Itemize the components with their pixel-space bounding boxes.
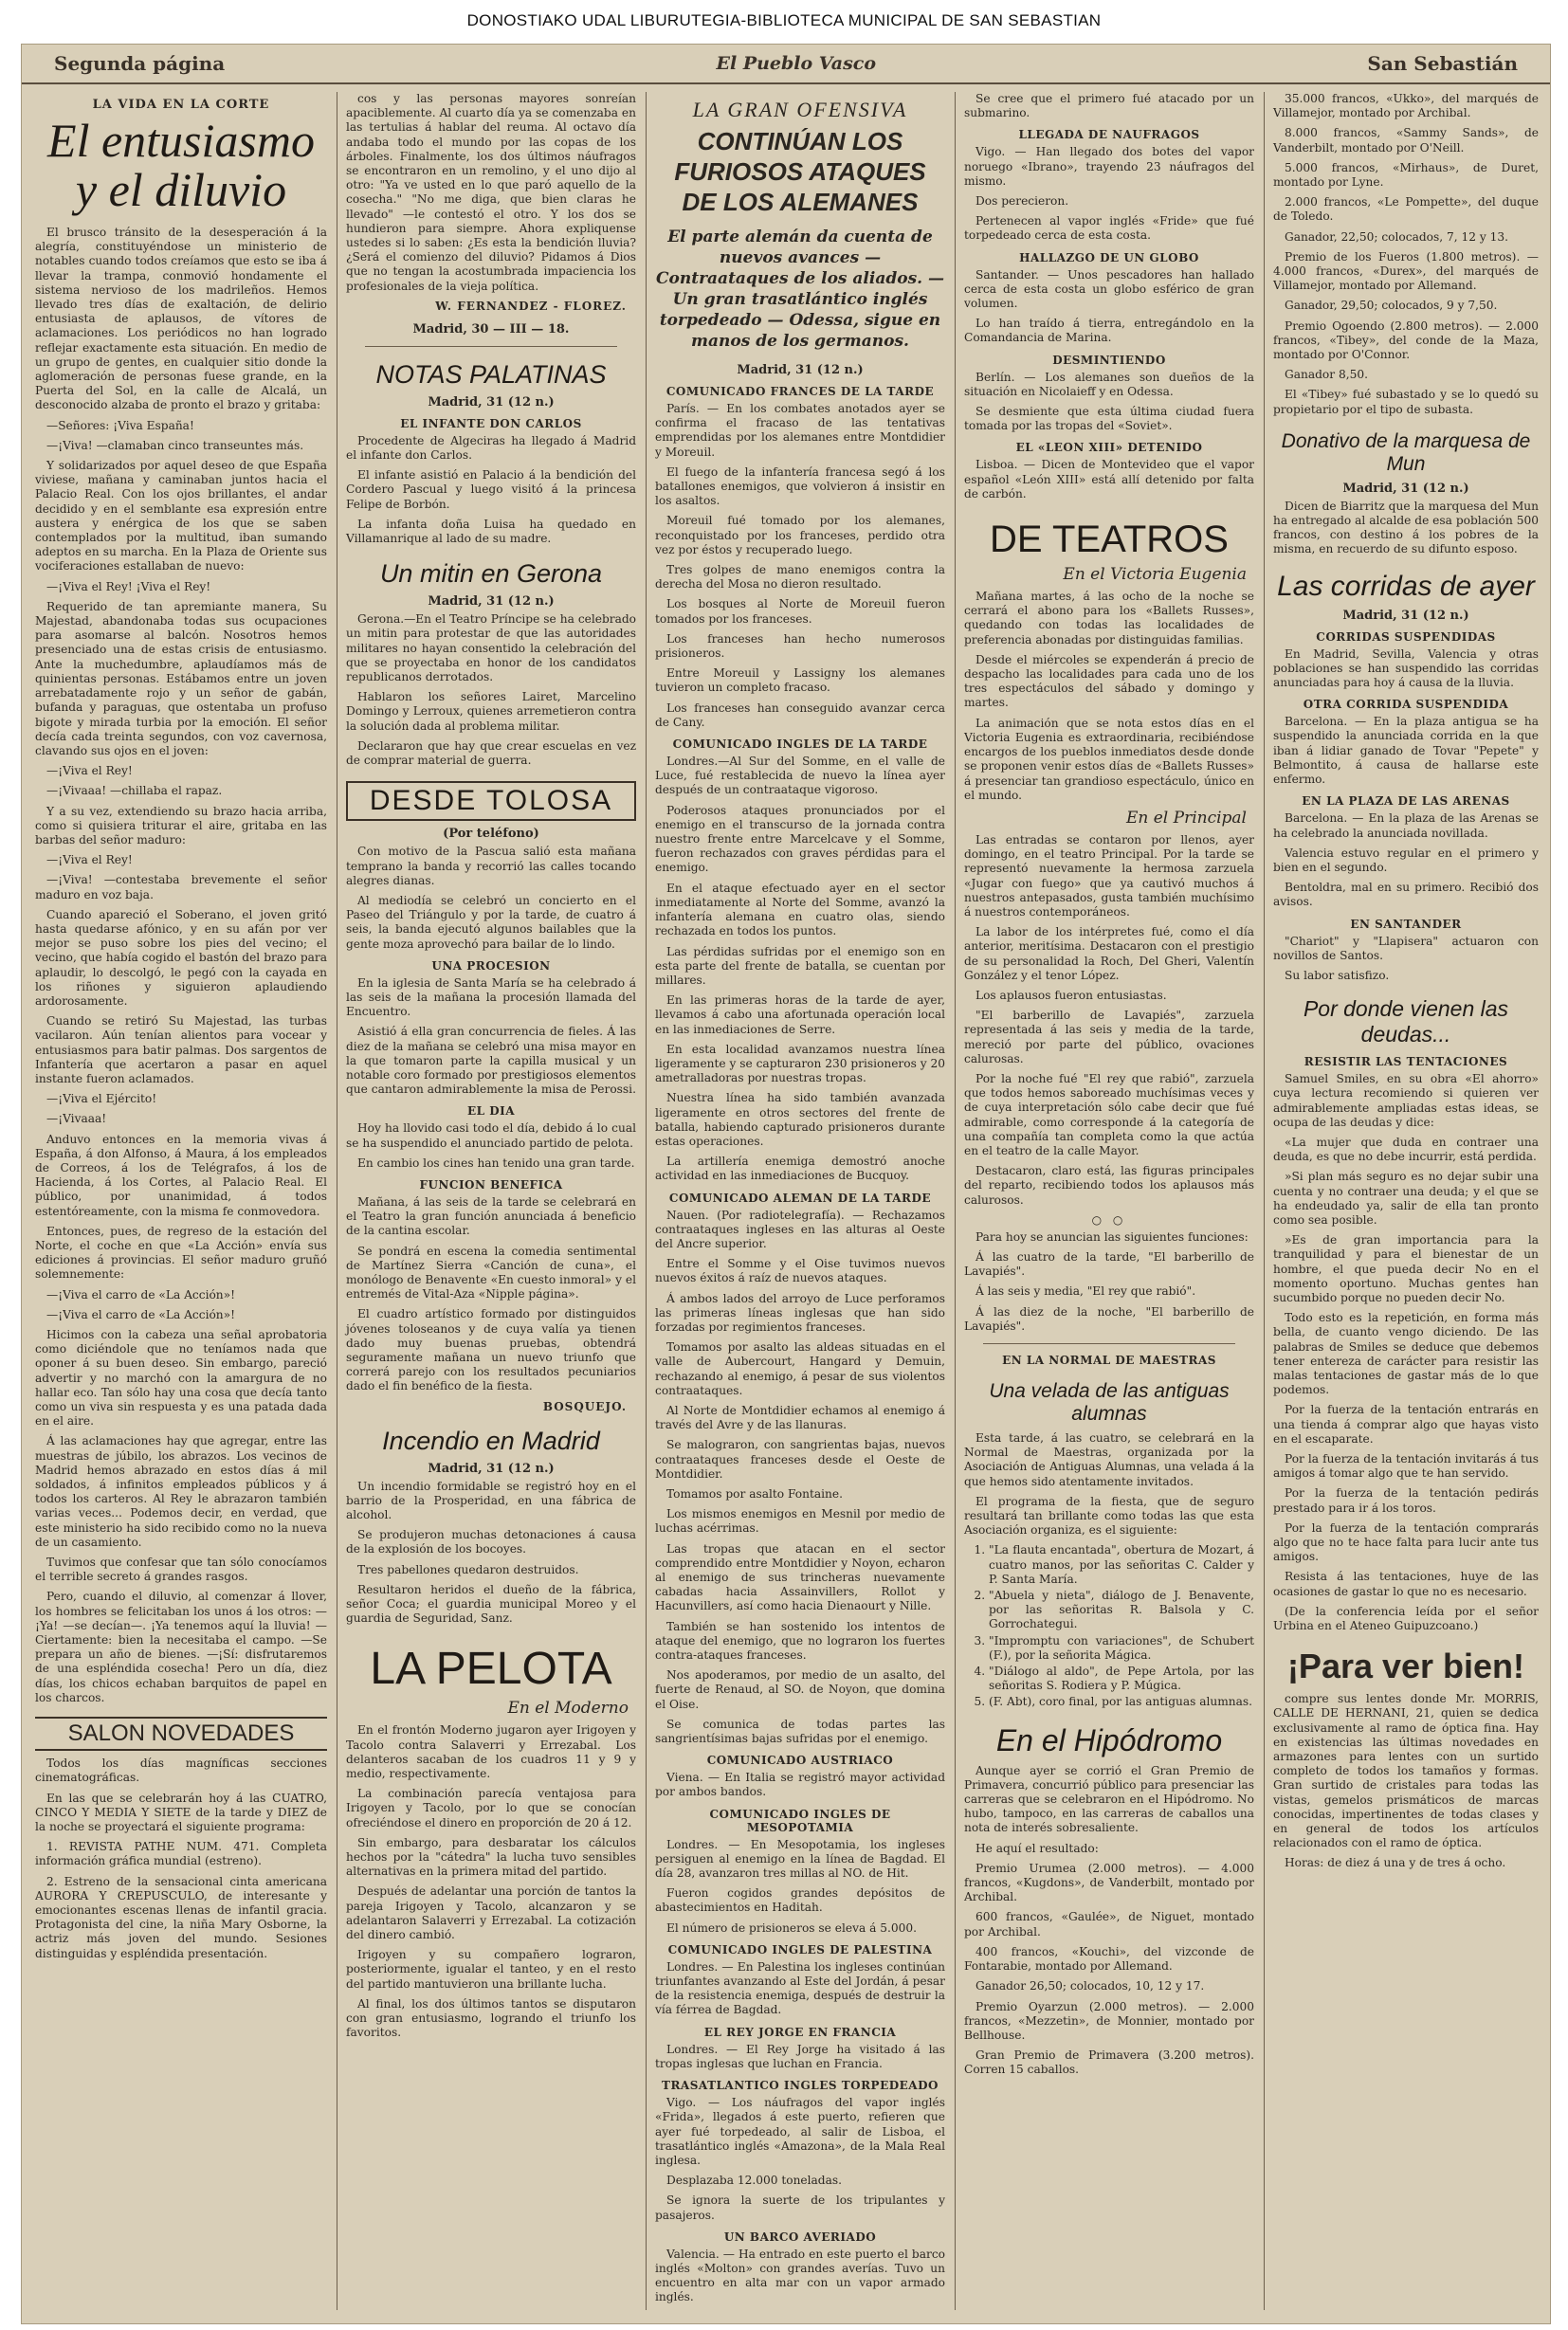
incendio-paragraph: Un incendio formidable se registró hoy en el barrio de la Prosperidad, en una fábrica de alcohol. bbox=[346, 1479, 636, 1521]
normal-headline: Una velada de las antiguas alumnas bbox=[989, 1380, 1230, 1425]
article-paragraph: Cuando apareció el Soberano, el joven gritó hasta quedarse afónico, y en su afán por ver mejor se puso sobre los pies del vecino; el vecino, que había cogido el bastón del brazo para aplaudir, lo descolgó, le pegó con la cayada en los riñones y siguieron aplaudiendo ardorosamente. bbox=[35, 907, 327, 1008]
war-paragraph: Al Norte de Montdidier echamos al enemigo á través del Avre y de las llanuras. bbox=[655, 1403, 945, 1432]
article-paragraph: Cuando se retiró Su Majestad, las turbas vacilaron. Aún tenían alientos para vocear y entusiasmos para batir palmas. Dos sargentos de Infantería que acertaron a pasar en aquel instante fueron aclamados. bbox=[35, 1014, 327, 1085]
program-item: 5. (F. Abt), coro final, por las antiguas alumnas. bbox=[989, 1695, 1254, 1709]
teatros-paragraph: Á las seis y media, "El rey que rabió". bbox=[975, 1284, 1196, 1299]
corridas-paragraph: "Chariot" y "Llapisera" actuaron con novillos de Santos. bbox=[1273, 934, 1539, 962]
teatros-paragraph: Desde el miércoles se expenderán á precio de despacho las localidades para cada uno de los tres espectáculos del sábado y domingo y martes. bbox=[964, 652, 1254, 710]
deudas-paragraph: Por la fuerza de la tentación pedirás prestado para ir á los toros. bbox=[1273, 1486, 1539, 1515]
article-headline: El entusiasmo y el diluvio bbox=[47, 114, 315, 216]
news-paragraph: Berlín. — Los alemanes son dueños de la situación en Nicolaieff y en Odessa. bbox=[964, 370, 1254, 398]
war-paragraph: Viena. — En Italia se registró mayor actividad por ambos bandos. bbox=[655, 1771, 945, 1799]
incendio-paragraph: Resultaron heridos el dueño de la fábrica, señor Coca; el guardia municipal Moreo y el guardia de Seguridad, Sanz. bbox=[346, 1582, 636, 1626]
war-subheadline: El parte alemán da cuenta de nuevos avances — Contraataques de los aliados. — Un gran trasatlántico inglés torpedeado — Odessa, sigue en manos de los germanos. bbox=[656, 228, 944, 351]
race-paragraph: Ganador 8,50. bbox=[1285, 368, 1368, 382]
notas-dateline: Madrid, 31 (12 n.) bbox=[428, 394, 555, 410]
teatros-paragraph: Destacaron, claro está, las figuras principales del reparto, recibiendo todos los aplausos más calurosos. bbox=[964, 1164, 1254, 1207]
race-paragraph: Ganador, 22,50; colocados, 7, 12 y 13. bbox=[1285, 229, 1509, 244]
pelota-paragraph: Sin embargo, para desbaratar los cálculos hechos por la "cátedra" la lucha tuvo sensibles alternativas en la primera mitad del partido. bbox=[346, 1835, 636, 1879]
article-paragraph: Hicimos con la cabeza una señal aprobatoria como diciéndole que no teníamos nada que oponer á su buen deseo. Sin embargo, pareció advertir y no marchó con la amargura de no hallar eco. Tan sólo hay una cosa que decía tanto como un viva sin respuesta y es una patada dada en el aire. bbox=[35, 1328, 327, 1429]
section-kicker: LA VIDA EN LA CORTE bbox=[92, 98, 270, 112]
program-item: 2. "Abuela y nieta", diálogo de J. Benavente, por las señoritas R. Balsola y C. Gorrochategui. bbox=[989, 1589, 1254, 1632]
corridas-paragraph: Valencia estuvo regular en el primero y bien en el segundo. bbox=[1273, 846, 1539, 874]
war-paragraph: En el ataque efectuado ayer en el sector inmediatamente al Norte del Somme, avanzó la infantería alemana en cuatro olas, siendo rechazada en todos los puntos. bbox=[655, 881, 945, 938]
normal-program-list bbox=[964, 1543, 1254, 1709]
war-subhead: EL REY JORGE EN FRANCIA bbox=[703, 2025, 897, 2039]
hipodromo-paragraph: Premio Urumea (2.000 metros). — 4.000 francos, «Kugdons», de Vanderbilt, montado por Archibal. bbox=[964, 1861, 1254, 1904]
article-paragraph: —¡Viva! —clamaban cinco transeuntes más. bbox=[46, 438, 304, 452]
deudas-paragraph: Por la fuerza de la tentación entrarás en una tienda á comprar algo que hayas visto en el escaparate. bbox=[1273, 1403, 1539, 1446]
tolosa-subhead: UNA PROCESION bbox=[431, 958, 551, 973]
war-paragraph: Los mismos enemigos en Mesnil por medio de luchas acérrimas. bbox=[655, 1507, 945, 1536]
tolosa-paragraph: Con motivo de la Pascua salió esta mañana temprano la banda y recorrió las calles tocando alegres dianas. bbox=[346, 845, 636, 887]
pelota-subhead: En el Moderno bbox=[507, 1699, 629, 1719]
notas-headline: NOTAS PALATINAS bbox=[375, 359, 607, 389]
article-paragraph: Requerido de tan apremiante manera, Su Majestad, abandonaba todas sus ocupaciones para asomarse al balcón. Nosotros hemos presenciado una de estas crisis de entusiasmo. Ante la muchedumbre, aplaudíamos más de quinientas personas. Estábamos entre un joven arrebatadamente rojo y un señor de gabán, bufanda y paraguas, que ostentaba un profuso bigote y mirada turbia por la emoción. El señor decía cada treinta segundos, con voz cavernosa, clavando sus ojos en el joven: bbox=[35, 599, 327, 757]
mitin-headline: Un mitin en Gerona bbox=[379, 559, 603, 589]
notas-paragraph: La infanta doña Luisa ha quedado en Villamanrique al lado de su madre. bbox=[346, 517, 636, 546]
corridas-paragraph: En Madrid, Sevilla, Valencia y otras poblaciones se han suspendido las corridas anunciadas para hoy á causa de la lluvia. bbox=[1273, 646, 1539, 690]
war-paragraph: Londres.—Al Sur del Somme, en el valle de Luce, fué restablecida de nuevo la línea ayer después de un contraataque vigoroso. bbox=[655, 755, 945, 797]
article-paragraph: El brusco tránsito de la desesperación á la alegría, constituyéndose un ministerio de notables cuando todos creíamos que esto se iba á llevar la trampa, conmovió hondamente el sistema nervioso de los madrileños. Hemos llevado tres días de exaltación, de delirio entusiasta de aplausos, de vítores de aclamaciones. Los periódicos no han logrado reflejar exactamente esta situación. En medio de un grupo de gentes, en cualquier sitio donde la aglomeración de personas fuese grande, en la Puerta del Sol, en la calle de Alcalá, un desconocido alzaba de pronto el brazo y gritaba: bbox=[35, 226, 327, 412]
hipodromo-headline: En el Hipódromo bbox=[995, 1722, 1223, 1757]
article-paragraph: —¡Vivaaa! —chillaba el rapaz. bbox=[46, 784, 223, 798]
article-paragraph: Pero, cuando el diluvio, al comenzar á llover, los hombres se felicitaban los unos á los otros: —¡Ya! —se decían—. ¡Ya tenemos aquí la lluvia! —Ciertamente: bien la necesitaba el campo. —Se prepara un año de bienes. —¡Sí: disfrutaremos de una espléndida cosecha! Pero un día, diez días, los chicos echaban barquitos de papel en los charcos. bbox=[35, 1590, 327, 1704]
tolosa-paragraph: En cambio los cines han tenido una gran tarde. bbox=[357, 1156, 635, 1170]
war-paragraph: Nuestra línea ha sido también avanzada ligeramente en otros sectores del frente de batalla, habiendo capturado prisioneros durante estas operaciones. bbox=[655, 1091, 945, 1148]
donativo-paragraph: Dicen de Biarritz que la marquesa del Mun ha entregado al alcalde de esa población 500 francos, con destino á los pobres de la misma, en recuerdo de su difunto esposo. bbox=[1273, 499, 1539, 556]
mitin-dateline: Madrid, 31 (12 n.) bbox=[428, 594, 555, 610]
masthead-title: El Pueblo Vasco bbox=[716, 53, 877, 74]
teatros-paragraph: Mañana martes, á las ocho de la noche se cerrará el abono para los «Ballets Russes», quedando con todas las localidades de preferencia abonadas por distinguidas familias. bbox=[964, 590, 1254, 646]
hipodromo-paragraph: 600 francos, «Gaulée», de Niguet, montado por Archibal. bbox=[964, 1910, 1254, 1939]
tolosa-subline: (Por teléfono) bbox=[443, 827, 539, 842]
tolosa-paragraph: Hoy ha llovido casi todo el día, debido á lo cual se ha suspendido el anunciado partido de pelota. bbox=[346, 1121, 636, 1150]
program-item: 1. "La flauta encantada", obertura de Mozart, á cuatro manos, por las señoritas C. Calder y P. Santa María. bbox=[989, 1543, 1254, 1587]
advert-paragraph: compre sus lentes donde Mr. MORRIS, CALLE DE HERNANI, 21, quien se dedica exclusivamente al ramo de óptica fina. Hay en existencias las últimas novedades en armazones para lentes con un surtido completo de todos los tamaños y formas. Gran surtido de cristales para todas las vistas, gemelos prismáticos de marcas conocidas, impertinentes de todas clases y en general de todos los artículos relacionados con el ramo de óptica. bbox=[1273, 1692, 1539, 1850]
teatros-paragraph: La animación que se nota estos días en el Victoria Eugenia es extraordinaria, recibiéndose encargos de los pueblos inmediatos desde donde se proponen venir estos días de «Ballets Russes» á presenciar tan grandioso espectáculo, único en el mundo. bbox=[964, 716, 1254, 802]
column-1 bbox=[29, 92, 333, 2315]
news-paragraph: Se desmiente que esta última ciudad fuera tomada por las tropas del «Soviet». bbox=[964, 405, 1254, 433]
article-paragraph: cos y las personas mayores sonreían apaciblemente. Al cuarto día ya se comenzaba en las tertulias á hablar del reuma. Al octavo día andaba todo el mundo por las copas de los árboles. Finalmente, los dos últimos náufragos se encontraron en un remolino, y el uno dijo al otro: "Ya ve usted en lo que paró aquello de la cosecha." "No me diga, que bien claras he llevado" —le contestó el otro. Y los dos se hundieron para siempre. Ahora expliquense ustedes si lo saben: ¿Es esta la bendición lluvia? ¿Será el comienzo del diluvio? Pidamos á Dios que no tengan la acostumbrada impaciencia los profesionales de la vieja política. bbox=[346, 92, 636, 293]
teatros-paragraph: Por la noche fué "El rey que rabió", zarzuela que todos hemos saboreado muchísimas veces y de cuya interpretación sólo cabe decir que fué admirable, como corresponde á la categoría de una compañía tan completa como la que actúa en el teatro de la calle Mayor. bbox=[964, 1071, 1254, 1157]
race-paragraph: 8.000 francos, «Sammy Sands», de Vanderbilt, montado por O'Neill. bbox=[1273, 126, 1539, 155]
tolosa-paragraph: Se pondrá en escena la comedia sentimental de Martínez Sierra «Canción de cuna», el monólogo de Benavente «En cuesto inmoral» y el entremés de Vital-Aza «Nipple página». bbox=[346, 1244, 636, 1302]
article-paragraph: Tuvimos que confesar que tan sólo conocíamos el terrible secreto á grandes rasgos. bbox=[35, 1556, 327, 1584]
program-item: 3. "Impromptu con variaciones", de Schubert (F.), por la señorita Mágica. bbox=[989, 1634, 1254, 1663]
masthead-left: Segunda página bbox=[54, 52, 226, 75]
war-paragraph: Nos apoderamos, por medio de un asalto, del fuerte de Renaud, al SO. de Noyon, que domina el Oise. bbox=[655, 1668, 945, 1711]
deudas-headline: Por donde vienen las deudas... bbox=[1303, 996, 1509, 1047]
tolosa-headline: DESDE TOLOSA bbox=[346, 781, 636, 821]
deudas-paragraph: «La mujer que duda en contraer una deuda, es que no debe incurrir, está perdida. bbox=[1273, 1135, 1539, 1164]
corridas-subhead: EN SANTANDER bbox=[1350, 917, 1462, 931]
notas-paragraph: El infante asistió en Palacio á la bendición del Cordero Pascual y luego visitó á la princesa Felipe de Borbón. bbox=[346, 468, 636, 511]
war-paragraph: En esta localidad avanzamos nuestra línea ligeramente y se capturaron 230 prisioneros y 20 ametralladoras por nuestras tropas. bbox=[655, 1042, 945, 1085]
news-paragraph: Lo han traído á tierra, entregándolo en la Comandancia de Marina. bbox=[964, 317, 1254, 345]
article-paragraph: —¡Viva el Rey! bbox=[46, 764, 133, 778]
war-paragraph: Valencia. — Ha entrado en este puerto el barco inglés «Molton» con grandes averías. Tuvo un encuentro en alta mar con un vapor armado inglés. bbox=[655, 2247, 945, 2304]
deudas-paragraph: Por la fuerza de la tentación invitarás á tus amigos á tomar algo que te han servido. bbox=[1273, 1452, 1539, 1481]
teatros-paragraph: Á las diez de la noche, "El barberillo de Lavapiés". bbox=[964, 1304, 1254, 1333]
race-paragraph: 35.000 francos, «Ukko», del marqués de Villamejor, montado por Archibal. bbox=[1273, 92, 1539, 120]
war-paragraph: Entre el Somme y el Oise tuvimos nuevos nuevos éxitos á raíz de nuevos ataques. bbox=[655, 1257, 945, 1285]
war-dateline: Madrid, 31 (12 n.) bbox=[737, 363, 864, 377]
incendio-dateline: Madrid, 31 (12 n.) bbox=[428, 1461, 555, 1476]
incendio-paragraph: Tres pabellones quedaron destruidos. bbox=[357, 1562, 579, 1576]
article-signature: W. FERNANDEZ - FLOREZ. bbox=[435, 299, 627, 313]
war-paragraph: Desplazaba 12.000 toneladas. bbox=[666, 2174, 843, 2188]
column-4 bbox=[958, 92, 1260, 2315]
tolosa-signature: BOSQUEJO. bbox=[542, 1399, 627, 1413]
article-paragraph: —¡Viva el carro de «La Acción»! bbox=[46, 1287, 236, 1302]
pelota-paragraph: Después de adelantar una porción de tantos la pareja Irigoyen y Tacolo, alcanzaron y se adelantaron Salaverri y Errezabal. La cotización del dinero cambió. bbox=[346, 1884, 636, 1942]
war-paragraph: Se malograron, con sangrientas bajas, nuevos contraataques franceses desde el Oeste de Montdidier. bbox=[655, 1438, 945, 1481]
war-paragraph: Las tropas que atacan en el sector comprendido entre Montdidier y Noyon, echaron al enemigo de sus trincheras nuevamente cabadas hacia Assainvillers, Rollot y Hacunvillers, así como hacia Dienaourt y Nille. bbox=[655, 1541, 945, 1613]
article-paragraph: —¡Viva el Rey! ¡Viva el Rey! bbox=[46, 579, 211, 593]
teatros-subhead: En el Principal bbox=[1125, 808, 1247, 828]
column-3 bbox=[649, 92, 951, 2315]
masthead bbox=[22, 45, 1550, 84]
article-paragraph: Entonces, pues, de regreso de la estación del Norte, el coche en que «La Acción» envía sus ediciones á provincias. El señor maduro gruñó solemnemente: bbox=[35, 1224, 327, 1282]
pelota-paragraph: Al final, los dos últimos tantos se disputaron con gran entusiasmo, logrando el triunfo los favoritos. bbox=[346, 1996, 636, 2040]
teatros-paragraph: Los aplausos fueron entusiastas. bbox=[975, 988, 1167, 1002]
race-paragraph: Premio de los Fueros (1.800 metros). — 4.000 francos, «Durex», del marqués de Villamejor, montado por Allemand. bbox=[1273, 249, 1539, 293]
war-headline: CONTINÚAN LOS FURIOSOS ATAQUES DE LOS ALEMANES bbox=[674, 127, 926, 216]
library-header: DONOSTIAKO UDAL LIBURUTEGIA-BIBLIOTECA MUNICIPAL DE SAN SEBASTIAN bbox=[0, 0, 1568, 42]
article-paragraph: —¡Vivaaa! bbox=[46, 1112, 107, 1126]
advert-hours: Horas: de diez á una y de tres á ocho. bbox=[1285, 1856, 1506, 1870]
war-paragraph: Entre Moreuil y Lassigny los alemanes tuvieron un completo fracaso. bbox=[655, 666, 945, 695]
deudas-paragraph: Resista á las tentaciones, huye de las ocasiones de gastar lo que no es necesario. bbox=[1273, 1570, 1539, 1598]
tolosa-paragraph: Asistió á ella gran concurrencia de fieles. Á las diez de la mañana se celebró una misa mayor en la que tomaron parte la capilla musical y un notable coro formado por prestigiosos elementos que cantaron admirablemente la misa de Perossi. bbox=[346, 1025, 636, 1097]
normal-kicker: EN LA NORMAL DE MAESTRAS bbox=[1002, 1354, 1216, 1367]
war-subhead: COMUNICADO ALEMAN DE LA TARDE bbox=[668, 1191, 932, 1205]
race-paragraph: Premio Ogoendo (2.800 metros). — 2.000 francos, «Tibey», del conde de la Maza, montado por O'Connor. bbox=[1273, 319, 1539, 362]
teatros-paragraph: Para hoy se anuncian las siguientes funciones: bbox=[975, 1229, 1249, 1244]
hipodromo-paragraph: Premio Oyarzun (2.000 metros). — 2.000 francos, «Mezzetin», de Monnier, montado por Bellhouse. bbox=[964, 1999, 1254, 2042]
donativo-headline: Donativo de la marquesa de Mun bbox=[1281, 429, 1531, 475]
corridas-subhead: EN LA PLAZA DE LAS ARENAS bbox=[1302, 794, 1510, 809]
news-subhead: LLEGADA DE NAUFRAGOS bbox=[1018, 128, 1200, 142]
news-paragraph: Santander. — Unos pescadores han hallado cerca de esta costa un globo esférico de gran volumen. bbox=[964, 267, 1254, 311]
war-paragraph: Se ignora la suerte de los tripulantes y pasajeros. bbox=[655, 2193, 945, 2222]
corridas-paragraph: Bentoldra, mal en su primero. Recibió dos avisos. bbox=[1273, 881, 1539, 909]
war-paragraph: Moreuil fué tomado por los alemanes, reconquistado por los franceses, perdido otra vez por éstos y recuperado luego. bbox=[655, 514, 945, 556]
article-paragraph: —¡Viva el Ejército! bbox=[46, 1092, 157, 1106]
article-paragraph: —¡Viva! —contestaba brevemente el señor maduro en voz baja. bbox=[35, 873, 327, 901]
corridas-paragraph: Barcelona. — En la plaza antigua se ha suspendido la anunciada corrida en la que iban á lidiar ganado de Tovar "Pepete" y Belmontito, á causa de hallarse este enfermo. bbox=[1273, 715, 1539, 787]
news-paragraph: Lisboa. — Dicen de Montevideo que el vapor español «León XIII» está allí detenido por falta de carbón. bbox=[964, 458, 1254, 501]
war-paragraph: Las pérdidas sufridas por el enemigo son en esta parte del frente de batalla, se cuentan por millares. bbox=[655, 944, 945, 987]
war-paragraph: Tres golpes de mano enemigos contra la derecha del Mosa no dieron resultado. bbox=[655, 563, 945, 592]
newspaper-page bbox=[21, 44, 1551, 2324]
tolosa-subhead: FUNCION BENEFICA bbox=[419, 1177, 563, 1192]
donativo-dateline: Madrid, 31 (12 n.) bbox=[1342, 481, 1469, 496]
news-paragraph: Se cree que el primero fué atacado por un submarino. bbox=[964, 92, 1254, 120]
war-paragraph: Londres. — En Palestina los ingleses continúan triunfantes avanzando al Este del Jordán, á pesar de la resistencia enemiga, después de destruir la vía férrea de Bagdad. bbox=[655, 1959, 945, 2017]
deudas-paragraph: »Si plan más seguro es no dejar subir una cuenta y no contraer una deuda; y el que se ha endeudado ya, salir de ella tan pronto como sea posible. bbox=[1273, 1170, 1539, 1227]
salon-paragraph: 2. Estreno de la sensacional cinta americana AURORA Y CREPUSCULO, de interesante y emocionantes escenas llenas de infantil gracia. Protagonista del cine, la niña Mary Osborne, la actriz más joven del mundo. Sesiones distinguidas y espléndida presentación. bbox=[35, 1874, 327, 1960]
hipodromo-paragraph: Ganador 26,50; colocados, 10, 12 y 17. bbox=[975, 1979, 1205, 1993]
war-subhead: UN BARCO AVERIADO bbox=[723, 2230, 877, 2244]
deudas-paragraph: (De la conferencia leída por el señor Urbina en el Ateneo Guipuzcoano.) bbox=[1273, 1604, 1539, 1633]
teatros-paragraph: Las entradas se contaron por llenos, ayer domingo, en el teatro Principal. Por la tarde se representó nuevamente la hermosa zarzuela «Jugar con fuego» que ya cautivó muchos á nuestros antepasados, gusta también muchísimo á nuestros contemporáneos. bbox=[964, 832, 1254, 919]
news-subhead: EL «LEON XIII» DETENIDO bbox=[1015, 441, 1203, 455]
notas-subhead: EL INFANTE DON CARLOS bbox=[400, 416, 582, 430]
race-paragraph: 2.000 francos, «Le Pompette», del duque de Toledo. bbox=[1273, 195, 1539, 224]
column-5 bbox=[1267, 92, 1544, 2315]
corridas-paragraph: Barcelona. — En la plaza de las Arenas se ha celebrado la anunciada novillada. bbox=[1273, 811, 1539, 840]
article-paragraph: Y solidarizados por aquel deseo de que España viviese, mañana y caminaban juntos hacia el Palacio Real. Con los ojos brillantes, el andar decidido y en el semblante esa expresión entre austera y enérgica de los que se saben contemplados por la multitud, iban sumando adeptos en su marcha. En la Plaza de Oriente sus vociferaciones estallaban de nuevo: bbox=[35, 459, 327, 573]
hipodromo-paragraph: Gran Premio de Primavera (3.200 metros). Corren 15 caballos. bbox=[964, 2048, 1254, 2077]
war-paragraph: Los franceses han conseguido avanzar cerca de Cany. bbox=[655, 701, 945, 729]
incendio-paragraph: Se produjeron muchas detonaciones á causa de la explosión de los bocoyes. bbox=[346, 1528, 636, 1556]
tolosa-subhead: EL DIA bbox=[466, 1104, 516, 1119]
corridas-subhead: CORRIDAS SUSPENDIDAS bbox=[1316, 629, 1496, 644]
war-subhead: COMUNICADO INGLES DE PALESTINA bbox=[667, 1942, 933, 1957]
deudas-paragraph: Todo esto es la repetición, en forma más bella, de cuanto vengo diciendo. De las palabras de Smiles se deduce que debemos tener entereza de carácter para resistir las malas tentaciones de gastar más de lo que podemos. bbox=[1273, 1311, 1539, 1397]
section-title: LA GRAN OFENSIVA bbox=[692, 98, 908, 121]
race-paragraph: Ganador, 29,50; colocados, 9 y 7,50. bbox=[1285, 299, 1498, 313]
hipodromo-paragraph: 400 francos, «Kouchi», del vizconde de Fontarabie, montado por Allemand. bbox=[964, 1944, 1254, 1974]
war-paragraph: Se comunica de todas partes las sangrientísimas bajas sufridas por el enemigo. bbox=[655, 1717, 945, 1746]
pelota-paragraph: En el frontón Moderno jugaron ayer Irigoyen y Tacolo contra Salaverri y Errezabal. Los delanteros sacaban de los cuadros 11 y 9 y medio, respectivamente. bbox=[346, 1723, 636, 1781]
article-paragraph: —¡Viva el carro de «La Acción»! bbox=[46, 1307, 236, 1321]
news-paragraph: Dos perecieron. bbox=[975, 194, 1069, 209]
tolosa-paragraph: El cuadro artístico formado por distinguidos jóvenes toloseanos y de cuya valía ya tienen dado muy buenas pruebas, obtendrá seguramente mañana un nuevo triunfo que correrá parejo con los resultados pecuniarios dado el fin benéfico de la fiesta. bbox=[346, 1307, 636, 1393]
notas-paragraph: Procedente de Algeciras ha llegado á Madrid el infante don Carlos. bbox=[346, 433, 636, 463]
pelota-headline: LA PELOTA bbox=[370, 1644, 612, 1695]
war-subhead: TRASATLANTICO INGLES TORPEDEADO bbox=[662, 2079, 939, 2093]
race-paragraph: El «Tibey» fué subastado y se lo quedó su propietario por el tipo de subasta. bbox=[1273, 388, 1539, 416]
news-paragraph: Pertenecen al vapor inglés «Fride» que fué torpedeado cerca de esta costa. bbox=[964, 214, 1254, 243]
article-paragraph: Anduvo entonces en la memoria vivas á España, á don Alfonso, á Maura, á los empleados de Correos, á los de Telégrafos, á los de Hacienda, á los Cortes, al Palacio Real. El público, por unanimidad, á todos estentóreamente, con la misma fe conmovedora. bbox=[35, 1132, 327, 1218]
salon-paragraph: 1. REVISTA PATHE NUM. 471. Completa información gráfica mundial (estreno). bbox=[35, 1840, 327, 1868]
hipodromo-paragraph: Aunque ayer se corrió el Gran Premio de Primavera, concurrió público para presenciar las carreras que se celebraron en el Hipódromo. No hubo, tampoco, en las carreras de caballos una nota de interés sobresaliente. bbox=[964, 1763, 1254, 1835]
column-2 bbox=[340, 92, 642, 2315]
war-paragraph: París. — En los combates anotados ayer se confirma el fracaso de las tentativas emprendidas por los alemanes entre Montdidier y Moreuil. bbox=[655, 402, 945, 459]
salon-headline: SALON NOVEDADES bbox=[35, 1717, 327, 1751]
mitin-paragraph: Declararon que hay que crear escuelas en vez de comprar material de guerra. bbox=[346, 738, 636, 768]
deudas-paragraph: Por la fuerza de la tentación comprarás algo que no te hace falta para lucir ante tus amigos. bbox=[1273, 1520, 1539, 1564]
hipodromo-paragraph: He aquí el resultado: bbox=[975, 1841, 1099, 1855]
salon-paragraph: Todos los días magníficas secciones cinematográficas. bbox=[35, 1757, 327, 1785]
teatros-paragraph: La labor de los intérpretes fué, como el día anterior, meritísima. Destacaron con el prestigio de su personalidad la Roch, Del Gheri, Valentín González y el tenor López. bbox=[964, 925, 1254, 982]
war-paragraph: Vigo. — Los náufragos del vapor inglés «Frida», llegados á este puerto, refieren que ayer fué torpedeado, al salir de Lisboa, el trasatlántico inglés «Amazona», de la Mala Real inglesa. bbox=[655, 2096, 945, 2167]
article-paragraph: Y a su vez, extendiendo su brazo hacia arriba, como si quisiera triturar el aire, gritaba en las barbas del señor maduro: bbox=[35, 804, 327, 846]
program-item: 4. "Diálogo al aldo", de Pepe Artola, por las señoritas S. Rodiera y P. Múgica. bbox=[989, 1665, 1254, 1693]
corridas-headline: Las corridas de ayer bbox=[1277, 570, 1535, 602]
teatros-paragraph: "El barberillo de Lavapiés", zarzuela representada á las seis y media de la tarde, mereció por parte del público, ovaciones calurosas. bbox=[964, 1009, 1254, 1065]
war-paragraph: Los bosques al Norte de Moreuil fueron tomados por los franceses. bbox=[655, 597, 945, 626]
normal-paragraph: Esta tarde, á las cuatro, se celebrará en la Normal de Maestras, organizada por la Asociación de Antiguas Alumnas, una velada á la que hemos sido atentamente invitados. bbox=[964, 1431, 1254, 1488]
war-paragraph: Poderosos ataques pronunciados por el enemigo en el transcurso de la jornada contra nuestro frente entre Marcelcave y el Somme, fueron rechazados con graves pérdidas para el enemigo. bbox=[655, 803, 945, 875]
divider bbox=[365, 346, 617, 347]
war-paragraph: Tomamos por asalto Fontaine. bbox=[666, 1487, 843, 1501]
normal-paragraph: El programa de la fiesta, que de seguro resultará tan brillante como todas las que esta Asociación organiza, es el siguiente: bbox=[964, 1494, 1254, 1538]
war-paragraph: El fuego de la infantería francesa segó á los batallones enemigos, que volvieron á insistir en los asaltos. bbox=[655, 464, 945, 508]
war-subhead: COMUNICADO AUSTRIACO bbox=[706, 1754, 894, 1768]
article-dateline: Madrid, 30 — III — 18. bbox=[412, 321, 570, 337]
mitin-paragraph: Hablaron los señores Lairet, Marcelino Domingo y Lerroux, quienes arremetieron contra la solución dada al problema militar. bbox=[346, 690, 636, 733]
war-paragraph: Fueron cogidos grandes depósitos de abastecimientos en Haditah. bbox=[655, 1886, 945, 1915]
pelota-paragraph: Irigoyen y su compañero lograron, posteriormente, igualar el tanteo, y en el resto del partido mantuvieron una brillante lucha. bbox=[346, 1948, 636, 1991]
column-rule bbox=[646, 92, 647, 2310]
pelota-paragraph: La combinación parecía ventajosa para Irigoyen y Tacolo, por lo que se conocían ofreciéndose el dinero en proporción de 20 á 12. bbox=[346, 1787, 636, 1829]
war-paragraph: Tomamos por asalto las aldeas situadas en el valle de Aubercourt, Hangard y Demuin, rechazando al enemigo, á pesar de sus violentos contraataques. bbox=[655, 1340, 945, 1397]
war-paragraph: En las primeras horas de la tarde de ayer, llevamos á cabo una afortunada operación local en las inmediaciones de Serre. bbox=[655, 993, 945, 1036]
war-subhead: COMUNICADO FRANCES DE LA TARDE bbox=[665, 385, 935, 398]
war-paragraph: Londres. — En Mesopotamia, los ingleses persiguen al enemigo en la línea de Bagdad. El día 28, avanzaron tres millas al NO. de Hit. bbox=[655, 1837, 945, 1881]
news-paragraph: Vigo. — Han llegado dos botes del vapor noruego «Ibrano», trayendo 23 náufragos del mismo. bbox=[964, 145, 1254, 188]
article-paragraph: —Señores: ¡Viva España! bbox=[46, 418, 194, 432]
teatros-subhead: En el Victoria Eugenia bbox=[1063, 565, 1247, 585]
war-subhead: COMUNICADO INGLES DE LA TARDE bbox=[672, 737, 928, 752]
war-paragraph: Londres. — El Rey Jorge ha visitado á las tropas inglesas que luchan en Francia. bbox=[655, 2042, 945, 2070]
incendio-headline: Incendio en Madrid bbox=[382, 1426, 600, 1455]
tolosa-paragraph: Mañana, á las seis de la tarde se celebrará en el Teatro la gran función anunciada á beneficio de la cantina escolar. bbox=[346, 1194, 636, 1238]
masthead-right: San Sebastián bbox=[1367, 52, 1518, 75]
tolosa-paragraph: Al mediodía se celebró un concierto en el Paseo del Triángulo y por la tarde, de cuatro á seis, la banda ejecutó algunos bailables que la gente moza aprovechó para bailar de lo lindo. bbox=[346, 893, 636, 951]
corridas-dateline: Madrid, 31 (12 n.) bbox=[1342, 608, 1469, 623]
war-paragraph: Nauen. (Por radiotelegrafía). — Rechazamos contraataques ingleses en las alturas al Oeste del Ancre superior. bbox=[655, 1208, 945, 1250]
ornament: ○ ○ bbox=[1091, 1212, 1127, 1227]
article-paragraph: —¡Viva el Rey! bbox=[46, 853, 133, 867]
war-paragraph: La artillería enemiga demostró anoche actividad en las inmediaciones de Bucquoy. bbox=[655, 1155, 945, 1183]
war-paragraph: También se han sostenido los intentos de ataque del enemigo, que no lograron los fuertes contra-ataques franceses. bbox=[655, 1619, 945, 1663]
war-paragraph: Á ambos lados del arroyo de Luce perforamos las primeras líneas inglesas que han sido forzadas por regimientos franceses. bbox=[655, 1291, 945, 1334]
salon-paragraph: En las que se celebrarán hoy á las CUATRO, CINCO Y MEDIA Y SIETE de la tarde y DIEZ de la noche se proyectará el siguiente programa: bbox=[35, 1791, 327, 1833]
divider bbox=[983, 1343, 1235, 1344]
deudas-subhead: RESISTIR LAS TENTACIONES bbox=[1304, 1055, 1508, 1069]
news-subhead: DESMINTIENDO bbox=[1052, 353, 1166, 367]
column-rule bbox=[1264, 92, 1265, 2310]
article-paragraph: Á las aclamaciones hay que agregar, entre las muestras de júbilo, los abrazos. Los vecinos de Madrid hemos abrazado en estos días á mil soldados, á infinitos empleados públicos y á todos los carteros. Al Rey le abrazaron también varias veces... Podemos decir, en verdad, que este ministerio ha sido recibido como no la nueva de un casamiento. bbox=[35, 1434, 327, 1549]
race-paragraph: 5.000 francos, «Mirhaus», de Duret, montado por Lyne. bbox=[1273, 160, 1539, 190]
war-paragraph: Los franceses han hecho numerosos prisioneros. bbox=[655, 631, 945, 661]
tolosa-paragraph: En la iglesia de Santa María se ha celebrado á las seis de la mañana la procesión llamada del Encuentro. bbox=[346, 975, 636, 1019]
teatros-paragraph: Á las cuatro de la tarde, "El barberillo de Lavapiés". bbox=[964, 1249, 1254, 1279]
column-rule bbox=[955, 92, 956, 2310]
teatros-headline: DE TEATROS bbox=[990, 519, 1229, 561]
advert-headline: ¡Para ver bien! bbox=[1286, 1647, 1525, 1686]
deudas-paragraph: »Es de gran importancia para la tranquilidad y para el bienestar de un hombre, el que pueda decir No en el momento oportuno. Muchas gentes han sucumbido porque no pueden decir No. bbox=[1273, 1233, 1539, 1304]
deudas-paragraph: Samuel Smiles, en su obra «El ahorro» cuya lectura recomiendo si quieren ver admirablemente ampliadas estas ideas, se ocupa de las deudas y dice: bbox=[1273, 1072, 1539, 1129]
corridas-subhead: OTRA CORRIDA SUSPENDIDA bbox=[1303, 698, 1509, 712]
news-subhead: HALLAZGO DE UN GLOBO bbox=[1019, 250, 1199, 264]
war-paragraph: El número de prisioneros se eleva á 5.000. bbox=[666, 1920, 918, 1935]
war-subhead: COMUNICADO INGLES DE MESOPOTAMIA bbox=[709, 1807, 891, 1834]
corridas-paragraph: Su labor satisfizo. bbox=[1285, 968, 1390, 982]
mitin-paragraph: Gerona.—En el Teatro Príncipe se ha celebrado un mitin para protestar de que las autoridades militares no hayan consentido la celebración del que se proyectaba en honor de los candidatos republicanos derrotados. bbox=[346, 612, 636, 684]
